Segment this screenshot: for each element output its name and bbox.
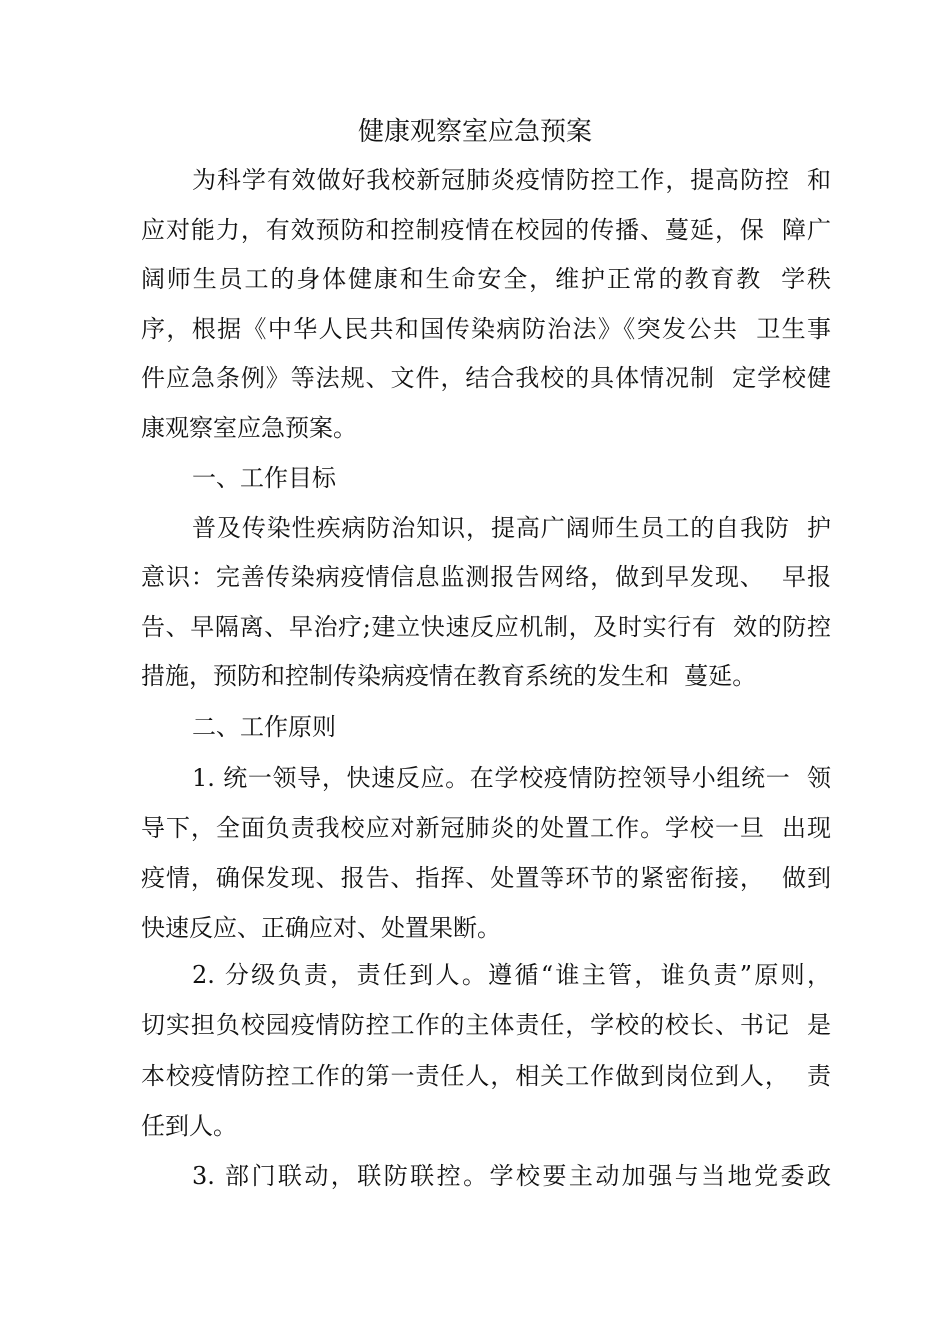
paragraph-line: 导下，全面负责我校应对新冠肺炎的处置工作。学校一旦 出现 — [141, 814, 831, 842]
section-heading: 一、工作目标 — [192, 464, 336, 492]
paragraph-line: 任到人。 — [141, 1112, 237, 1140]
paragraph-line: 措施，预防和控制传染病疫情在教育系统的发生和 蔓延。 — [141, 662, 757, 690]
paragraph-line: 件应急条例》等法规、文件，结合我校的具体情况制 定学校健 — [141, 364, 831, 392]
paragraph-line: 切实担负校园疫情防控工作的主体责任，学校的校长、书记 是 — [141, 1011, 831, 1039]
paragraph-line: 普及传染性疾病防治知识，提高广阔师生员工的自我防 护 — [192, 514, 831, 542]
section-heading: 二、工作原则 — [192, 713, 336, 741]
paragraph-line: 序，根据《中华人民共和国传染病防治法》《突发公共 卫生事 — [141, 315, 831, 343]
paragraph-line: 快速反应、正确应对、处置果断。 — [141, 914, 501, 942]
paragraph-line: 2. 分级负责，责任到人。遵循“谁主管，谁负责”原则， — [192, 961, 831, 989]
paragraph-line: 意识：完善传染病疫情信息监测报告网络，做到早发现、 早报 — [141, 563, 831, 591]
paragraph-line: 应对能力，有效预防和控制疫情在校园的传播、蔓延，保 障广 — [141, 216, 831, 244]
document-title: 健康观察室应急预案 — [357, 117, 592, 147]
paragraph-line: 为科学有效做好我校新冠肺炎疫情防控工作，提高防控 和 — [192, 166, 831, 194]
paragraph-line: 3. 部门联动，联防联控。学校要主动加强与当地党委政 — [192, 1162, 831, 1190]
paragraph-line: 本校疫情防控工作的第一责任人，相关工作做到岗位到人， 责 — [141, 1062, 831, 1090]
paragraph-line: 告、早隔离、早治疗;建立快速反应机制，及时实行有 效的防控 — [141, 613, 831, 641]
paragraph-line: 康观察室应急预案。 — [141, 414, 357, 442]
paragraph-line: 1. 统一领导，快速反应。在学校疫情防控领导小组统一 领 — [192, 764, 831, 792]
paragraph-line: 阔师生员工的身体健康和生命安全，维护正常的教育教 学秩 — [141, 265, 831, 293]
paragraph-line: 疫情，确保发现、报告、指挥、处置等环节的紧密衔接， 做到 — [141, 864, 831, 892]
